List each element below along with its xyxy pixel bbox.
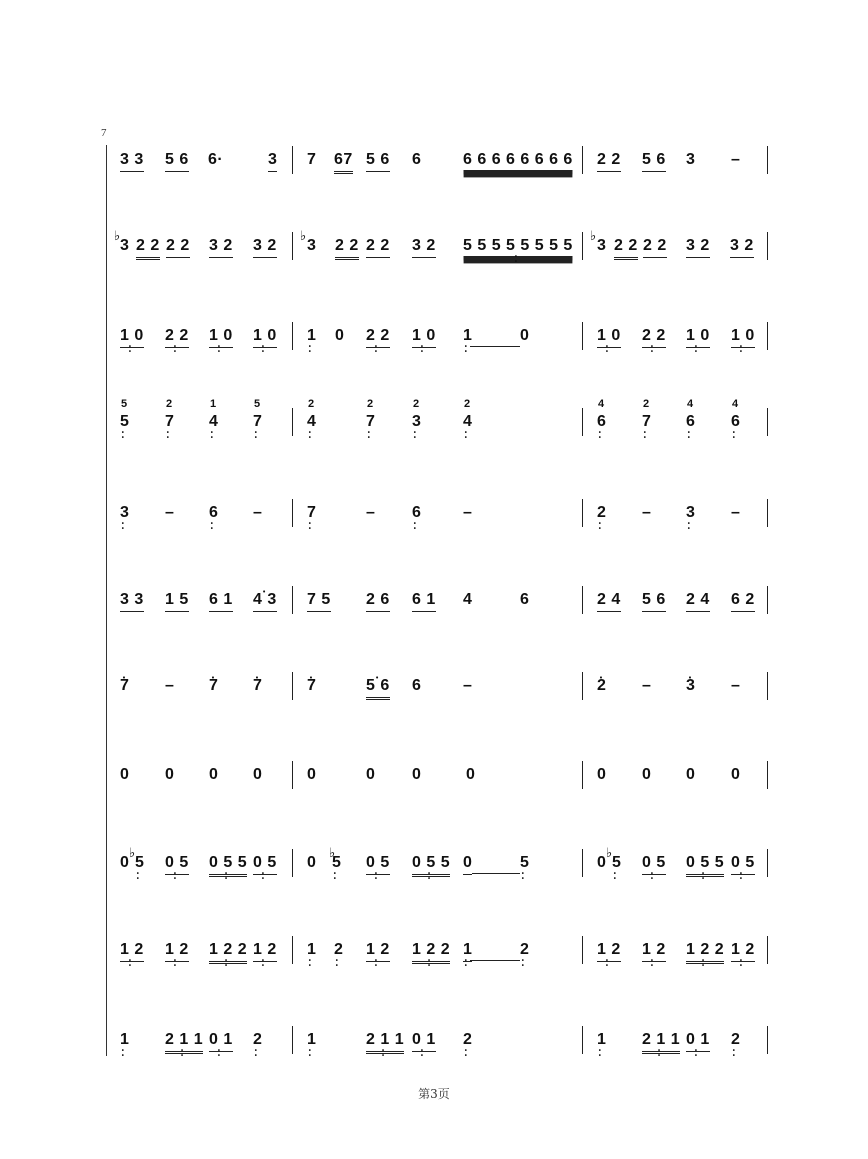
- note-token: 5 • •: [332, 853, 341, 873]
- staff-2: [0, 229, 868, 296]
- barline: [767, 146, 768, 174]
- note-token: 6: [520, 591, 530, 608]
- note-token: 3 3: [120, 590, 144, 612]
- note-token: 0 5 • •: [165, 853, 189, 875]
- note-token: 6 1: [209, 590, 233, 612]
- fingering-number: 2: [166, 398, 173, 410]
- note-token: 3: [120, 237, 130, 254]
- flat-sign: ♭: [329, 846, 336, 861]
- note-token: –: [731, 151, 741, 168]
- note-token: • 7: [307, 676, 316, 696]
- note-token: 0 1 • •: [209, 1030, 233, 1052]
- note-token: 6 • •: [412, 503, 421, 523]
- note-token: 0: [642, 766, 652, 783]
- note-token: –: [165, 677, 175, 694]
- note-token: 2 2: [643, 236, 667, 258]
- note-token: 1 0 • •: [597, 326, 621, 348]
- note-token: 2 1 1 • •: [165, 1030, 203, 1054]
- fingering-number: 1: [210, 398, 217, 410]
- note-token: 6: [412, 677, 422, 694]
- barline: [292, 849, 293, 877]
- note-token: 0: [209, 766, 219, 783]
- note-token: 0: [731, 766, 741, 783]
- note-token: 1 • •: [120, 1030, 129, 1050]
- note-token: • 2: [597, 676, 606, 696]
- barline: [582, 499, 583, 527]
- note-token: 3 3: [120, 150, 144, 172]
- staff-9: [0, 846, 868, 913]
- note-token: 2 • •: [253, 1030, 262, 1050]
- note-token: 7 • •: [253, 412, 262, 432]
- note-token: 0 5 5 • •: [209, 853, 247, 877]
- note-token: 3 • •: [412, 412, 421, 432]
- note-token: 1 2 2 • •: [412, 940, 450, 964]
- note-token: 5 • •: [520, 853, 529, 873]
- note-token: 5 6: [366, 150, 390, 172]
- note-token: 1 2 • •: [731, 940, 755, 962]
- note-token: 0: [597, 766, 607, 783]
- note-token: 2 • •: [463, 1030, 472, 1050]
- note-token: 6: [412, 151, 422, 168]
- note-token: 1 2 • •: [120, 940, 144, 962]
- note-token: 2 2: [166, 236, 190, 258]
- note-token: 1 0 • •: [686, 326, 710, 348]
- fingering-number: 4: [598, 398, 605, 410]
- note-token: –: [642, 504, 652, 521]
- note-token: 6 • •: [597, 412, 606, 432]
- note-token: 2 2 • •: [366, 326, 390, 348]
- note-token: 3: [686, 151, 696, 168]
- note-token: 2 • •: [334, 940, 343, 960]
- barline: [582, 936, 583, 964]
- note-token: 2 1 1 • •: [642, 1030, 680, 1054]
- note-token: 2 • •: [520, 940, 529, 960]
- barline: [292, 232, 293, 260]
- flat-sign: ♭: [590, 229, 597, 244]
- note-token: 5 • •: [120, 412, 129, 432]
- fingering-number: 2: [367, 398, 374, 410]
- barline: [292, 499, 293, 527]
- note-token: 4 • •: [209, 412, 218, 432]
- barline: [292, 761, 293, 789]
- barline: [767, 408, 768, 436]
- barline: [292, 146, 293, 174]
- barline: [767, 322, 768, 350]
- note-token: 5 • •: [135, 853, 144, 873]
- note-token: 1 • •: [307, 326, 316, 346]
- note-token: 6 • •: [686, 412, 695, 432]
- note-token: • 3: [686, 676, 695, 696]
- fingering-number: 4: [732, 398, 739, 410]
- note-token: 6 2: [731, 590, 755, 612]
- note-token: 6 • •: [731, 412, 740, 432]
- barline: [767, 586, 768, 614]
- barline: [292, 322, 293, 350]
- note-token: 67: [334, 150, 353, 174]
- barline: [292, 1026, 293, 1054]
- note-token: –: [463, 504, 473, 521]
- note-token: 1 0 • •: [120, 326, 144, 348]
- note-token: 1 2 • •: [642, 940, 666, 962]
- barline: [767, 232, 768, 260]
- staff-1: [0, 150, 868, 210]
- barline: [582, 322, 583, 350]
- note-token: 4 • •: [307, 412, 316, 432]
- flat-sign: ♭: [129, 846, 136, 861]
- fingering-number: 5: [121, 398, 128, 410]
- barline: [767, 672, 768, 700]
- note-token: 6·: [208, 151, 224, 168]
- note-token: 0 5 5 • •: [686, 853, 724, 877]
- note-token: 0 5 • •: [642, 853, 666, 875]
- note-token: –: [253, 504, 263, 521]
- note-token: 2 2: [136, 236, 160, 260]
- note-token: 0 5 • •: [731, 853, 755, 875]
- fingering-number: 4: [687, 398, 694, 410]
- fingering-number: 2: [413, 398, 420, 410]
- note-token: –: [366, 504, 376, 521]
- note-token: 3 2: [686, 236, 710, 258]
- fingering-number: 2: [643, 398, 650, 410]
- note-token: –: [165, 504, 175, 521]
- barline: [582, 408, 583, 436]
- note-token: 1 • •: [463, 326, 472, 346]
- note-token: 0 1 • •: [686, 1030, 710, 1052]
- barline: [582, 232, 583, 260]
- note-token: 7 • •: [366, 412, 375, 432]
- barline: [582, 761, 583, 789]
- note-token: 4: [463, 591, 473, 608]
- note-token: 2 2: [335, 236, 359, 260]
- note-token: 0: [366, 766, 376, 783]
- note-token: 6 6 6 6 6 6 6 6: [463, 151, 573, 168]
- note-token: • 4 3: [253, 590, 277, 612]
- note-token: 0: [165, 766, 175, 783]
- note-token: 7 5: [307, 590, 331, 612]
- note-token: 3 • •: [120, 503, 129, 523]
- note-token: 0: [307, 854, 317, 871]
- note-token: 7: [307, 151, 317, 168]
- note-token: –: [731, 677, 741, 694]
- note-token: 0 5 5 • •: [412, 853, 450, 877]
- note-token: 2 2: [614, 236, 638, 260]
- barline: [582, 146, 583, 174]
- note-token: 0: [120, 854, 130, 871]
- note-token: 0: [520, 327, 530, 344]
- note-token: 1 2 • •: [253, 940, 277, 962]
- staff-3: [0, 326, 868, 386]
- staff-4: [0, 398, 868, 472]
- barline: [292, 672, 293, 700]
- flat-sign: ♭: [606, 846, 613, 861]
- note-token: 1 5: [165, 590, 189, 612]
- note-token: 2 1 1 • •: [366, 1030, 404, 1054]
- barline: [292, 408, 293, 436]
- duration-line: [470, 960, 520, 961]
- note-token: 5 • •: [612, 853, 621, 873]
- page-footer: 第3页: [418, 1087, 450, 1101]
- barline: [582, 1026, 583, 1054]
- note-token: 1 • •: [307, 1030, 316, 1050]
- note-token: 2 • •: [731, 1030, 740, 1050]
- barline: [582, 586, 583, 614]
- note-token: 1 2 2 • •: [209, 940, 247, 964]
- note-token: • 7: [209, 676, 218, 696]
- note-token: 0: [253, 766, 263, 783]
- barline: [292, 586, 293, 614]
- note-token: 2 4: [686, 590, 710, 612]
- barline: [767, 761, 768, 789]
- note-token: 6 • •: [209, 503, 218, 523]
- note-token: 4 • •: [463, 412, 472, 432]
- note-token: 7 • •: [307, 503, 316, 523]
- note-token: 0: [335, 327, 345, 344]
- fingering-number: 5: [254, 398, 261, 410]
- note-token: • 7: [253, 676, 262, 696]
- note-token: 3 2: [253, 236, 277, 258]
- note-token: 2 • •: [597, 503, 606, 523]
- staff-8: [0, 765, 868, 825]
- note-token: 0 5 • •: [366, 853, 390, 875]
- note-token: 1 2 • •: [165, 940, 189, 962]
- barline: [767, 1026, 768, 1054]
- note-token: 0: [597, 854, 607, 871]
- note-token: 7 • •: [165, 412, 174, 432]
- note-token: 1 • •: [307, 940, 316, 960]
- note-token: 1 • •: [597, 1030, 606, 1050]
- note-token: 1 2 • •: [366, 940, 390, 962]
- barline: [292, 936, 293, 964]
- flat-sign: ♭: [300, 229, 307, 244]
- barline: [767, 849, 768, 877]
- barline: [767, 499, 768, 527]
- note-token: 3 2: [412, 236, 436, 258]
- fingering-number: 2: [308, 398, 315, 410]
- note-token: 5 6: [642, 590, 666, 612]
- note-token: 3: [597, 237, 607, 254]
- note-token: 5 6: [642, 150, 666, 172]
- note-token: 1 2 • •: [597, 940, 621, 962]
- note-token: 0: [686, 766, 696, 783]
- note-token: • 7: [120, 676, 129, 696]
- staff-5: [0, 503, 868, 563]
- staff-7: [0, 676, 868, 736]
- note-token: 0: [412, 766, 422, 783]
- note-token: 0: [307, 766, 317, 783]
- note-token: 5 5 5 5 5 5 5 5 • •: [463, 236, 573, 256]
- note-token: 2 6: [366, 590, 390, 612]
- note-token: –: [642, 677, 652, 694]
- note-token: 1 0 • •: [412, 326, 436, 348]
- note-token: –: [731, 504, 741, 521]
- note-token: 2 2: [597, 150, 621, 172]
- note-token: 1 0 • •: [731, 326, 755, 348]
- flat-sign: ♭: [114, 229, 121, 244]
- barline: [767, 936, 768, 964]
- note-token: 1 0 • •: [209, 326, 233, 348]
- note-token: 3: [307, 237, 317, 254]
- note-token: –: [463, 677, 473, 694]
- note-token: 1 0 • •: [253, 326, 277, 348]
- note-token: 7 • •: [642, 412, 651, 432]
- note-token: 3: [268, 150, 277, 172]
- barline: [582, 672, 583, 700]
- barline: [582, 849, 583, 877]
- note-token: 0 5 • •: [253, 853, 277, 875]
- note-token: 2 2 • •: [642, 326, 666, 348]
- note-token: • 5 6: [366, 676, 390, 700]
- staff-10: [0, 940, 868, 1000]
- note-token: 1 2 2 • •: [686, 940, 724, 964]
- note-token: 3 2: [209, 236, 233, 258]
- staff-6: [0, 590, 868, 650]
- fingering-number: 2: [464, 398, 471, 410]
- note-token: 6 1: [412, 590, 436, 612]
- note-token: 3 • •: [686, 503, 695, 523]
- note-token: 2 2 • •: [165, 326, 189, 348]
- duration-line: [470, 346, 520, 347]
- system-number: 7: [101, 127, 107, 139]
- note-token: 0 1 • •: [412, 1030, 436, 1052]
- note-token: 0: [120, 766, 130, 783]
- duration-line: [472, 873, 520, 874]
- note-token: 3 2: [730, 236, 754, 258]
- note-token: 2 2: [366, 236, 390, 258]
- note-token: 0: [466, 766, 476, 783]
- staff-11: [0, 1030, 868, 1090]
- note-token: 1 • •: [463, 940, 472, 962]
- note-token: 5 6: [165, 150, 189, 172]
- note-token: 2 4: [597, 590, 621, 612]
- note-token: 0: [463, 853, 472, 875]
